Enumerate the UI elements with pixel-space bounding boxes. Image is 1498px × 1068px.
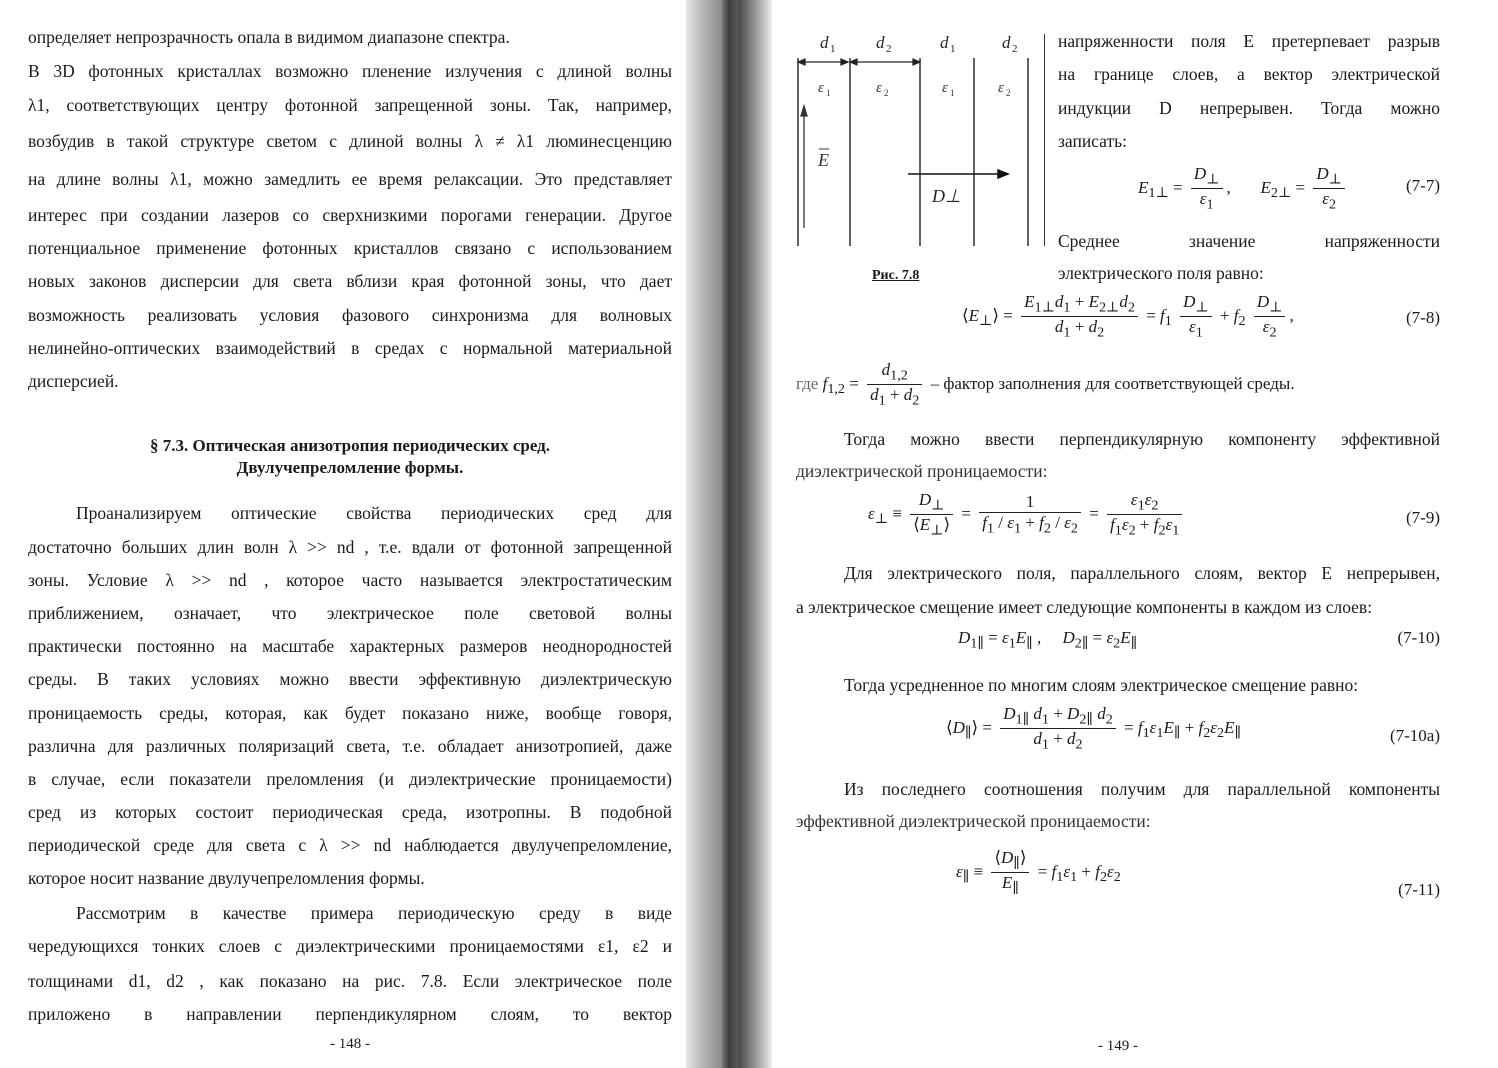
text-line: чередующихся тонких слоев с диэлектрическими проницаемостями ε1, ε2 и [28,936,672,956]
text-line: интерес при создании лазеров со сверхнизкими порогами генерации. Другое [28,205,672,225]
text-line: Тогда усредненное по многим слоям электрическое смещение равно: [844,675,1359,695]
equation-7-9: $\varepsilon_\perp$ ≡ $\frac{D_\perp}{⟨E_\perp⟩}$ = $\frac{1}{f_1 / \varepsilon_1 + f_2 / \varepsilon_2}$ = $\frac{\varepsilon_1\varepsilon_2}{f_1\varepsilon_2 + f_2\varepsilon_1}$ [868,490,1186,540]
layer-figure [790,28,1040,258]
equation-number: (7-10а) [1389,726,1440,745]
fig-eps-label: 1 [826,88,831,98]
fig-d-label: d [876,33,885,52]
column-rule [1044,34,1045,246]
text-line: приложено в направлении перпендикулярном слоям, то вектор [28,1004,672,1024]
fig-d-label: d [820,33,829,52]
arrow-head [913,59,920,65]
text-line: на границе слоев, а вектор электрической [1058,64,1440,84]
equation-number: (7-7) [1406,176,1440,195]
text-line: приближением, означает, что электрическое поле световой волны [28,603,672,623]
text-line: достаточно больших длин волн λ >> nd , т.е. вдали от фотонной запрещенной [28,537,672,557]
fig-d-label: 2 [886,43,892,55]
fig-eps-label: 2 [1006,88,1011,98]
text-line: новых законов дисперсии для света вблизи края фотонной зоны, что дает [28,271,672,291]
text-line: Для электрического поля, параллельного слоям, вектор E непрерывен, [844,563,1440,583]
text-line: которое носит название двулучепреломления формы. [28,868,425,888]
text-line: сред из которых состоит периодическая среда, изотропны. В подобной [28,802,672,822]
text-line: записать: [1058,131,1127,151]
fig-d-perp-label: D⊥ [932,186,961,206]
equation-7-10: $D_{1\parallel} = \varepsilon_1E_\parallel$ , $D_{2\parallel} = \varepsilon_2E_\parallel$ [958,628,1138,652]
fig-eps-label: ε [876,80,882,96]
equation-number: (7-9) [1406,508,1440,527]
text-line: Среднее значение напряженности [1058,231,1440,251]
arrow-head [798,59,805,65]
fill-factor-definition: где $f_{1,2}$ = $\frac{d_{1,2}}{d_1 + d_2}$ – фактор заполнения для соответствующей среды. [796,360,1295,409]
text-line: возможность реализовать условия фазового синхронизма для волновых [28,305,672,325]
text-fragment: – фактор заполнения для соответствующей среды. [930,373,1295,393]
page-number: - 149 - [1098,1038,1138,1054]
fig-e-label: E [818,150,829,170]
figure-caption: Рис. 7.8 [872,268,920,283]
text-line: диэлектрической проницаемости: [796,461,1048,481]
text-line: потенциальное применение фотонных кристаллов связано с использованием [28,238,672,258]
text-line: проницаемость среды, которая, как будет показано ниже, вообще говоря, [28,703,672,723]
fig-eps-label: ε [942,80,948,96]
equation-number: (7-11) [1398,880,1440,899]
arrow-head [850,59,857,65]
text-line: определяет непрозрачность опала в видимом диапазоне спектра. [28,27,510,47]
text-line: на длине волны λ1, можно замедлить ее время релаксации. Это представляет [28,169,672,189]
fig-d-label: d [1002,33,1011,52]
fig-eps-label: 2 [884,88,889,98]
equation-7-7: $E_{1\perp}$ = $\frac{D_\perp}{\varepsilon_1}$ , $E_{2\perp}$ = $\frac{D_\perp}{\varepsilon_2}$ [1138,164,1349,214]
section-heading: § 7.3. Оптическая анизотропия периодических сред. [149,436,551,455]
text-line: периодической среде для света с λ >> nd наблюдается двулучепреломление, [28,835,672,855]
page-number: - 148 - [330,1036,370,1052]
text-line: индукции D непрерывен. Тогда можно [1058,98,1440,118]
text-line: различна для различных поляризаций света, т.е. обладает анизотропией, даже [28,736,672,756]
fig-eps-label: ε [818,80,824,96]
text-line: возбудив в такой структуре светом с длиной волны λ ≠ λ1 люминесценцию [28,131,672,151]
text-line: среды. В таких условиях можно ввести эффективную диэлектрическую [28,669,672,689]
text-line: В 3D фотонных кристаллах возможно пленение излучения с длиной волны [28,61,672,81]
arrow-head [998,170,1008,178]
text-line: Из последнего соотношения получим для параллельной компоненты [844,779,1440,799]
text-line: нелинейно-оптических взаимодействий в средах с нормальной материальной [28,338,672,358]
equation-7-8: $⟨E_\perp⟩$ = $\frac{E_{1\perp}d_1 + E_{2\perp}d_2}{d_1 + d_2}$ = $f_1$ $\frac{D_\perp}{\varepsilon_1}$ + $f_2$ $\frac{D_\perp}{\varepsilon_2}$ , [962,292,1294,341]
text-line: дисперсией. [28,371,119,391]
text-line: Проанализируем оптические свойства периодических сред для [76,503,672,523]
text-line: λ1, соответствующих центру фотонной запрещенной зоны. Так, например, [28,95,672,115]
book-gutter [686,0,772,1068]
equation-number: (7-10) [1397,628,1440,647]
fig-d-label: 1 [950,43,956,55]
text-line: в случае, если показатели преломления (и диэлектрические проницаемости) [28,769,672,789]
fig-d-label: 2 [1012,43,1018,55]
fig-eps-label: ε [998,80,1004,96]
text-line: толщинами d1, d2 , как показано на рис. 7.8. Если электрическое поле [28,971,672,991]
text-line: а электрическое смещение имеет следующие компоненты в каждом из слоев: [796,597,1373,617]
left-page [0,0,686,1068]
fig-eps-label: 1 [950,88,955,98]
text-line: напряженности поля E претерпевает разрыв [1058,31,1440,51]
equation-7-11: $\varepsilon_\parallel$ ≡ $\frac{⟨D_\parallel⟩}{E_\parallel}$ = $f_1\varepsilon_1 + f_2\varepsilon_2$ [956,848,1121,897]
text-line: Рассмотрим в качестве примера периодическую среду в виде [76,903,672,923]
text-line: зоны. Условие λ >> nd , которое часто называется электростатическим [28,570,672,590]
arrow-head [841,59,848,65]
right-page [772,0,1498,1068]
fig-d-label: d [940,33,949,52]
text-line: Тогда можно ввести перпендикулярную компоненту эффективной [844,429,1440,449]
text-line: электрического поля равно: [1058,263,1264,283]
arrow-head [801,106,807,116]
section-heading: Двулучепреломление формы. [236,458,464,477]
text-fragment: где [796,373,819,393]
equation-number: (7-8) [1406,308,1440,327]
text-line: практически постоянно на масштабе характерных размеров неоднородностей [28,636,672,656]
fig-d-label: 1 [830,43,836,55]
text-line: эффективной диэлектрической проницаемости: [796,811,1151,831]
equation-7-10a: $⟨D_\parallel⟩$ = $\frac{D_{1\parallel} d_1 + D_{2\parallel} d_2}{d_1 + d_2}$ = $f_1\varepsilon_1E_\parallel + f_2\varepsilon_2E_\parallel$ [946,704,1242,753]
